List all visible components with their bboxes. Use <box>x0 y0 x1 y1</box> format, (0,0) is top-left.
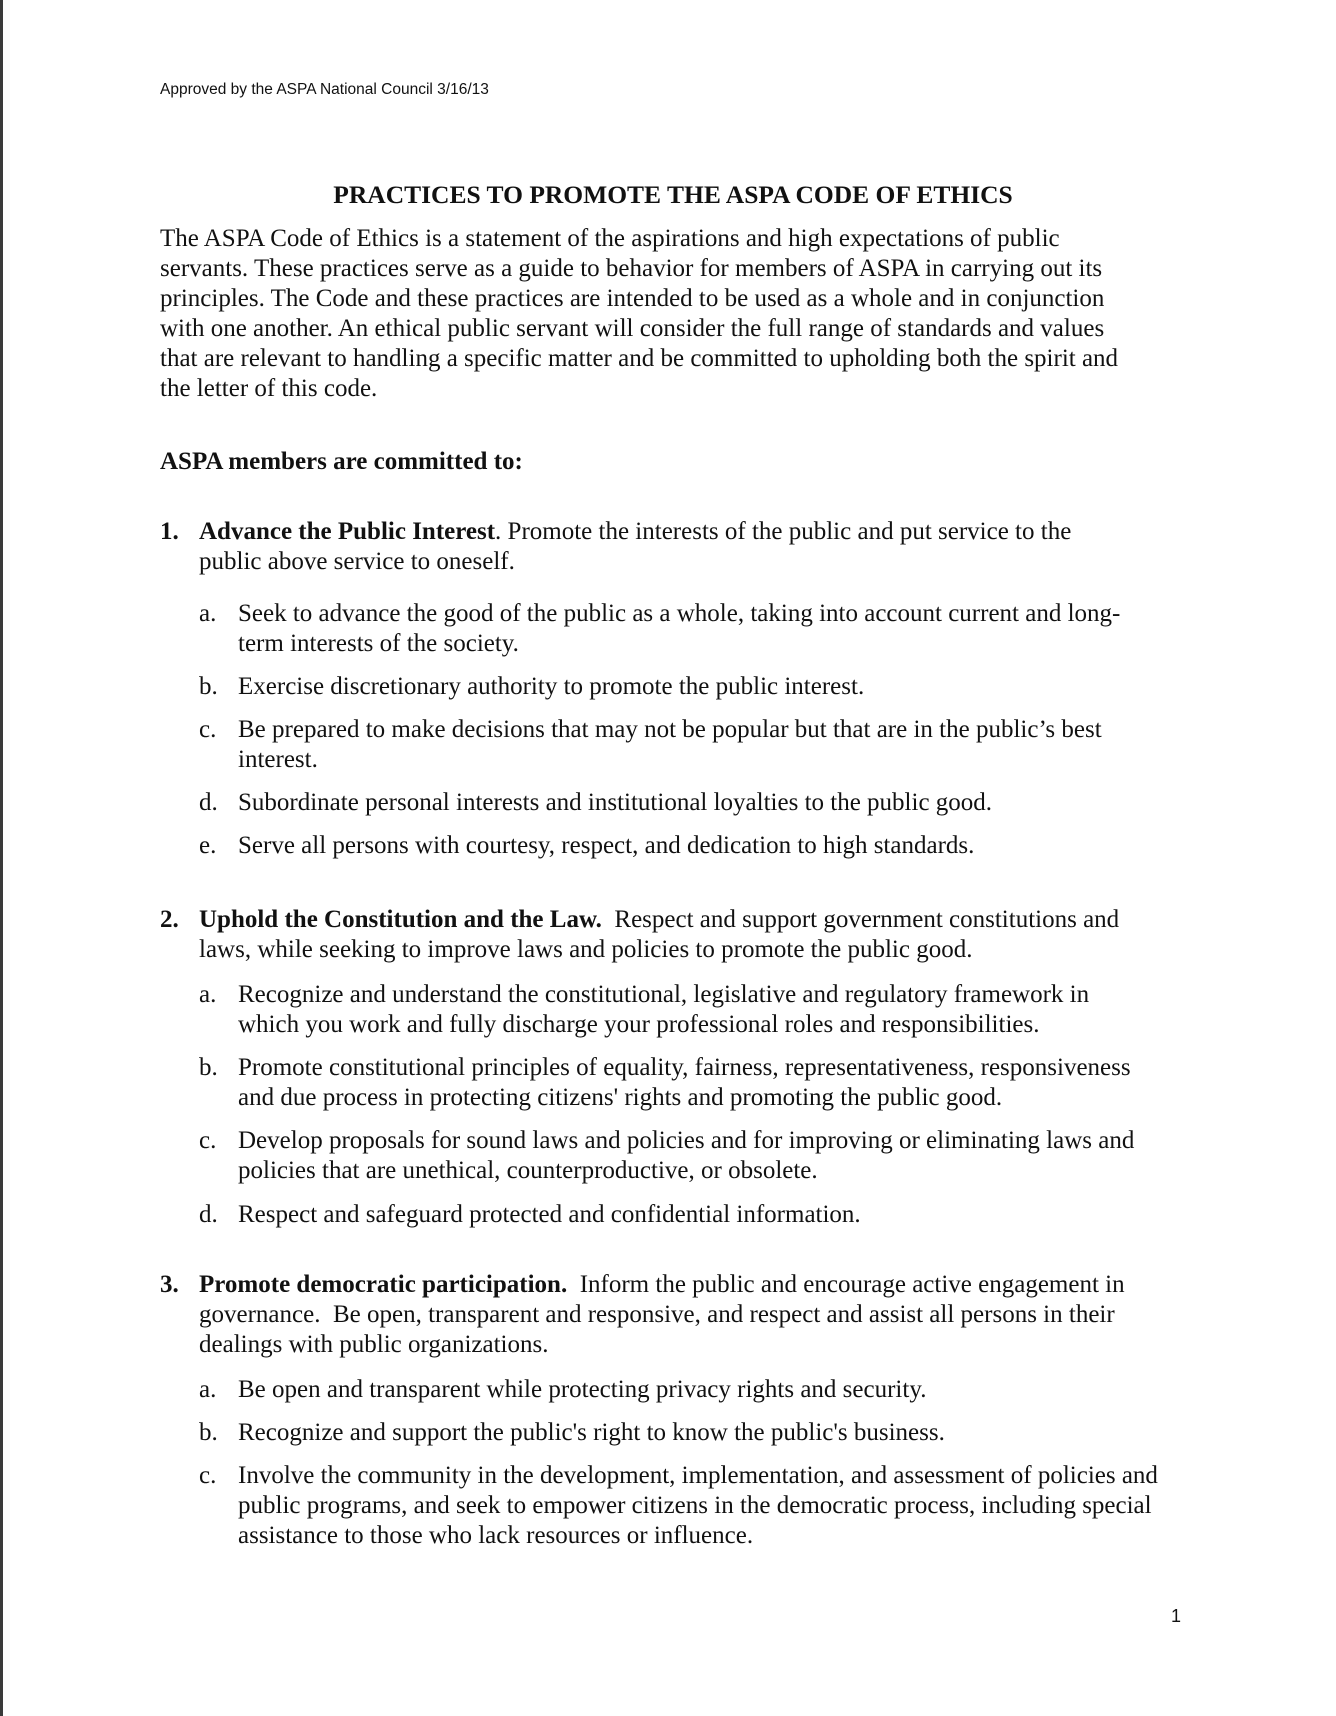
item-description: Inform the public and encourage active engagement in <box>567 1271 1125 1298</box>
subitem-line: Seek to advance the good of the public as a whole, taking into account current and long- <box>238 600 1121 627</box>
subitem-letter: b. <box>199 673 218 700</box>
item-description-line: laws, while seeking to improve laws and policies to promote the public good. <box>199 936 973 963</box>
subitem-1a <box>199 599 1120 659</box>
subitem-line: Promote constitutional principles of equality, fairness, representativeness, responsiveness <box>238 1054 1131 1081</box>
subitem-letter: c. <box>199 716 217 743</box>
intro-line: servants. These practices serve as a guide to behavior for members of ASPA in carrying out its <box>160 255 1103 282</box>
item-title: Promote democratic participation. <box>199 1271 568 1298</box>
subitem-line: Respect and safeguard protected and confidential information. <box>238 1201 861 1228</box>
lead-in-heading: ASPA members are committed to: <box>160 448 523 475</box>
subitem-3c <box>199 1461 1158 1551</box>
subitem-1d <box>199 788 992 818</box>
subitem-letter: d. <box>199 789 218 816</box>
intro-line: principles. The Code and these practices are intended to be used as a whole and in conjunction <box>160 285 1105 312</box>
subitem-letter: e. <box>199 832 217 859</box>
practice-item-1 <box>160 517 1200 577</box>
subitem-line: Recognize and support the public's right to know the public's business. <box>238 1419 945 1446</box>
subitem-letter: a. <box>199 600 217 627</box>
subitem-1b <box>199 672 864 702</box>
intro-line: The ASPA Code of Ethics is a statement of the aspirations and high expectations of public <box>160 225 1060 252</box>
subitem-1e <box>199 831 974 861</box>
subitem-line: assistance to those who lack resources or influence. <box>238 1522 754 1549</box>
subitem-3a <box>199 1375 926 1405</box>
subitem-line: Develop proposals for sound laws and policies and for improving or eliminating laws and <box>238 1127 1135 1154</box>
subitem-line: Be open and transparent while protecting privacy rights and security. <box>238 1376 927 1403</box>
subitem-line: Exercise discretionary authority to promote the public interest. <box>238 673 865 700</box>
item-description-line: public above service to oneself. <box>199 548 515 575</box>
item-title: Advance the Public Interest <box>199 518 496 545</box>
item-title: Uphold the Constitution and the Law. <box>199 906 602 933</box>
intro-paragraph <box>160 224 1118 404</box>
subitem-2c <box>199 1126 1134 1186</box>
subitem-line: public programs, and seek to empower citizens in the democratic process, including special <box>238 1492 1152 1519</box>
subitem-line: interest. <box>238 746 318 773</box>
subitem-2b <box>199 1053 1131 1113</box>
item-heading <box>160 1270 1200 1360</box>
subitem-line: Serve all persons with courtesy, respect, and dedication to high standards. <box>238 832 975 859</box>
intro-line: the letter of this code. <box>160 375 378 402</box>
item-heading <box>160 517 1200 577</box>
item-description-line: governance. Be open, transparent and responsive, and respect and assist all persons in their <box>199 1301 1115 1328</box>
subitem-1c <box>199 715 1102 775</box>
subitem-line: Be prepared to make decisions that may not be popular but that are in the public’s best <box>238 716 1102 743</box>
subitem-line: term interests of the society. <box>238 630 519 657</box>
subitem-line: policies that are unethical, counterproductive, or obsolete. <box>238 1157 818 1184</box>
subitem-line: Subordinate personal interests and institutional loyalties to the public good. <box>238 789 993 816</box>
subitem-line: Recognize and understand the constitutional, legislative and regulatory framework in <box>238 981 1090 1008</box>
intro-line: with one another. An ethical public servant will consider the full range of standards and values <box>160 315 1105 342</box>
subitem-line: and due process in protecting citizens' rights and promoting the public good. <box>238 1084 1003 1111</box>
subitem-2d <box>199 1200 861 1230</box>
subitem-letter: c. <box>199 1462 217 1489</box>
subitem-3b <box>199 1418 945 1448</box>
practice-item-2 <box>160 905 1200 965</box>
subitem-letter: a. <box>199 981 217 1008</box>
item-number: 2. <box>160 906 179 933</box>
subitem-line: which you work and fully discharge your professional roles and responsibilities. <box>238 1011 1040 1038</box>
subitem-letter: b. <box>199 1054 218 1081</box>
document-title: PRACTICES TO PROMOTE THE ASPA CODE OF ETHICS <box>333 180 1013 209</box>
item-number: 3. <box>160 1271 179 1298</box>
item-description: Respect and support government constitutions and <box>601 906 1120 933</box>
subitem-letter: b. <box>199 1419 218 1446</box>
subitem-letter: a. <box>199 1376 217 1403</box>
subitem-line: Involve the community in the development, implementation, and assessment of policies and <box>238 1462 1158 1489</box>
item-heading <box>160 905 1200 965</box>
practice-item-3 <box>160 1270 1200 1360</box>
approval-note: Approved by the ASPA National Council 3/16/13 <box>160 81 489 98</box>
item-description-line: dealings with public organizations. <box>199 1331 549 1358</box>
page-number: 1 <box>1171 1606 1182 1626</box>
subitem-2a <box>199 980 1089 1040</box>
item-description: . Promote the interests of the public and put service to the <box>495 518 1072 545</box>
subitem-letter: c. <box>199 1127 217 1154</box>
item-number: 1. <box>160 518 179 545</box>
intro-line: that are relevant to handling a specific matter and be committed to upholding both the spirit and <box>160 345 1119 372</box>
subitem-letter: d. <box>199 1201 218 1228</box>
